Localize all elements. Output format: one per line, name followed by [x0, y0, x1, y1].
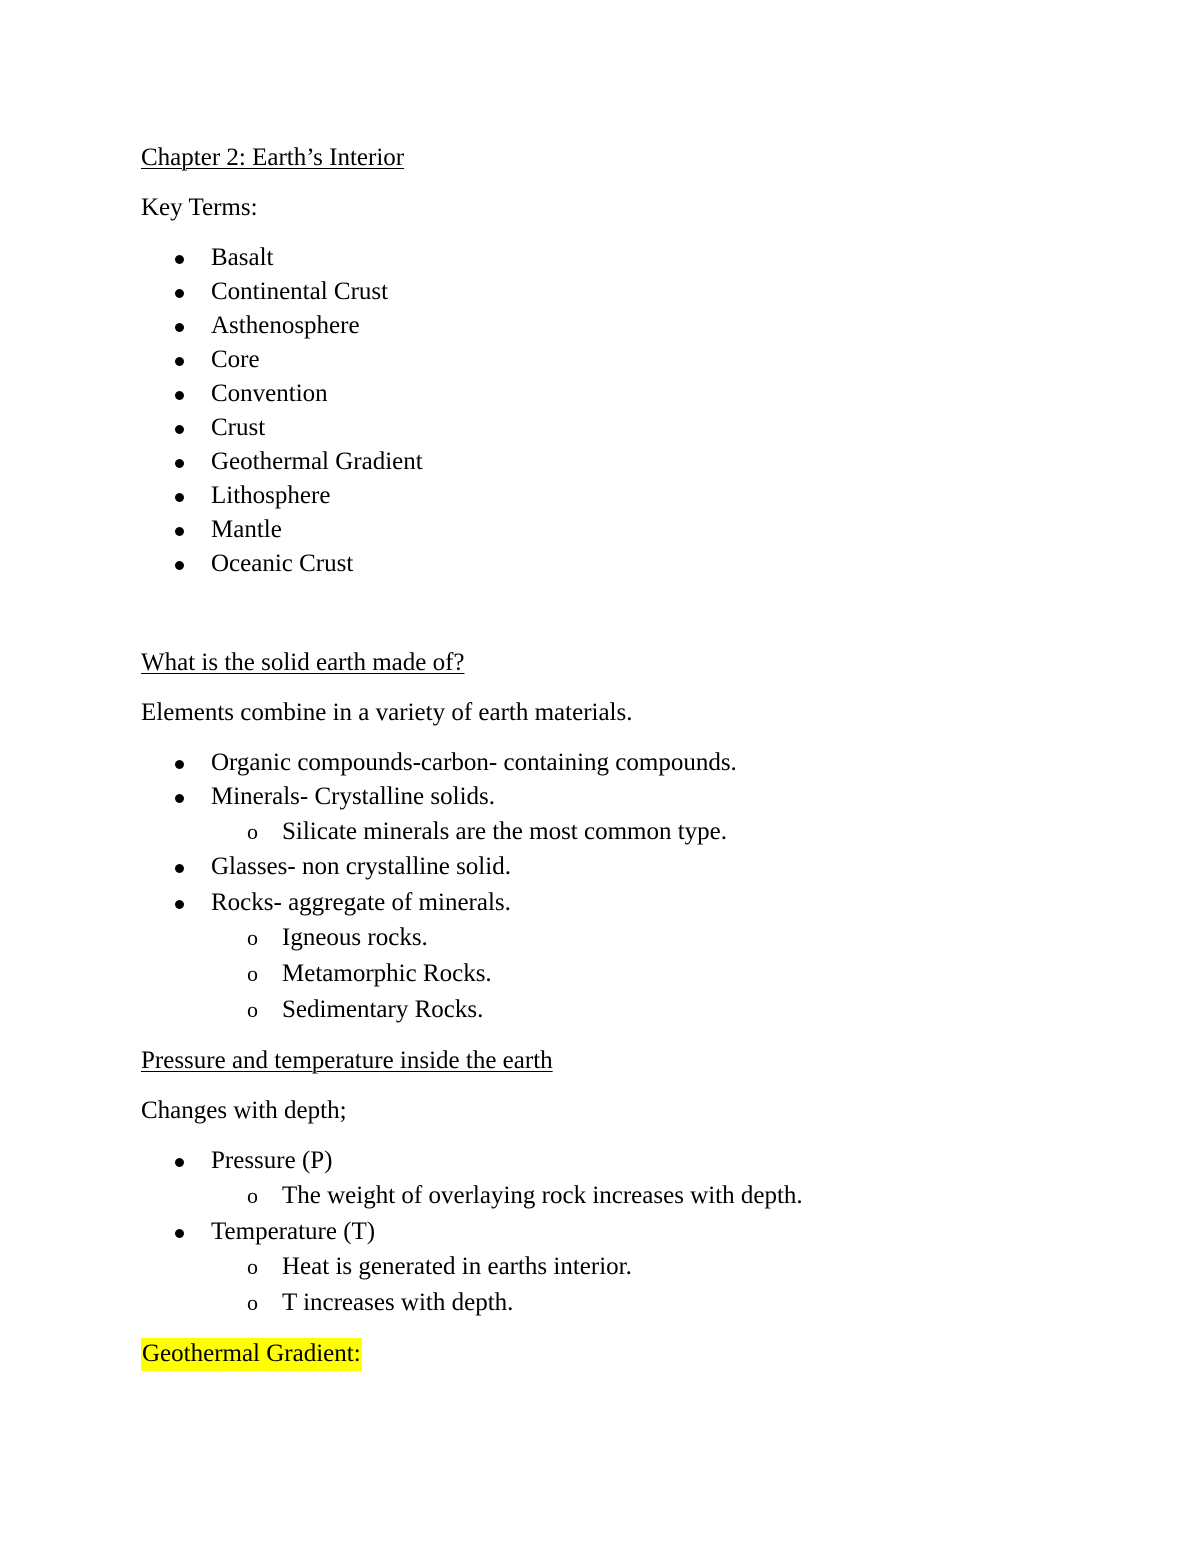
materials-list	[0, 748, 737, 1031]
section-heading-geothermal-gradient	[141, 1339, 362, 1369]
bullet-icon	[175, 1229, 184, 1238]
circle-bullet-icon: o	[247, 961, 258, 986]
section-heading-solid-earth: What is the solid earth made of?	[141, 649, 465, 676]
bullet-icon	[175, 391, 184, 400]
list-item: Organic compounds-carbon- containing compounds.	[0, 748, 737, 782]
bullet-icon	[175, 425, 184, 434]
depth-changes-list	[0, 1146, 803, 1324]
bullet-icon	[175, 794, 184, 803]
circle-bullet-icon: o	[247, 1290, 258, 1315]
bullet-icon	[175, 459, 184, 468]
bullet-icon	[175, 323, 184, 332]
bullet-icon	[175, 527, 184, 536]
list-item: Pressure (P)	[0, 1146, 803, 1181]
bullet-icon	[175, 900, 184, 909]
circle-bullet-icon: o	[247, 1254, 258, 1279]
bullet-icon	[175, 357, 184, 366]
list-item: Oceanic Crust	[0, 549, 423, 583]
bullet-icon	[175, 864, 184, 873]
sub-list-item: o The weight of overlaying rock increases with depth.	[247, 1182, 803, 1209]
list-item: Lithosphere	[0, 481, 423, 515]
circle-bullet-icon: o	[247, 997, 258, 1022]
section-intro-solid-earth: Elements combine in a variety of earth materials.	[141, 699, 633, 726]
bullet-icon	[175, 255, 184, 264]
key-terms-label: Key Terms:	[141, 194, 258, 221]
circle-bullet-icon: o	[247, 819, 258, 844]
list-item: Rocks- aggregate of minerals.	[0, 888, 737, 923]
highlighted-text: Geothermal Gradient:	[141, 1338, 362, 1371]
sub-list-item: o Silicate minerals are the most common type.	[247, 818, 728, 845]
bullet-icon	[175, 760, 184, 769]
list-item: Crust	[0, 413, 423, 447]
sub-list-item: o Sedimentary Rocks.	[247, 996, 484, 1023]
list-item: Asthenosphere	[0, 311, 423, 345]
sub-list-item: o Metamorphic Rocks.	[247, 960, 492, 987]
list-item: Temperature (T)	[0, 1217, 803, 1252]
circle-bullet-icon: o	[247, 1183, 258, 1208]
bullet-icon	[175, 289, 184, 298]
sub-list-item: o T increases with depth.	[247, 1289, 514, 1316]
bullet-icon	[175, 1158, 184, 1167]
list-item: Mantle	[0, 515, 423, 549]
list-item: Minerals- Crystalline solids.	[0, 782, 737, 817]
list-item: Core	[0, 345, 423, 379]
key-terms-list	[0, 243, 423, 583]
section-heading-pressure-temperature: Pressure and temperature inside the earth	[141, 1047, 553, 1074]
circle-bullet-icon: o	[247, 925, 258, 950]
list-item: Geothermal Gradient	[0, 447, 423, 481]
list-item: Basalt	[0, 243, 423, 277]
list-item: Convention	[0, 379, 423, 413]
sub-list-item: o Igneous rocks.	[247, 924, 428, 951]
page-title: Chapter 2: Earth’s Interior	[141, 144, 405, 171]
bullet-icon	[175, 493, 184, 502]
sub-list-item: o Heat is generated in earths interior.	[247, 1253, 632, 1280]
list-item: Continental Crust	[0, 277, 423, 311]
bullet-icon	[175, 561, 184, 570]
list-item: Glasses- non crystalline solid.	[0, 852, 737, 888]
section-intro-pressure-temperature: Changes with depth;	[141, 1097, 347, 1124]
